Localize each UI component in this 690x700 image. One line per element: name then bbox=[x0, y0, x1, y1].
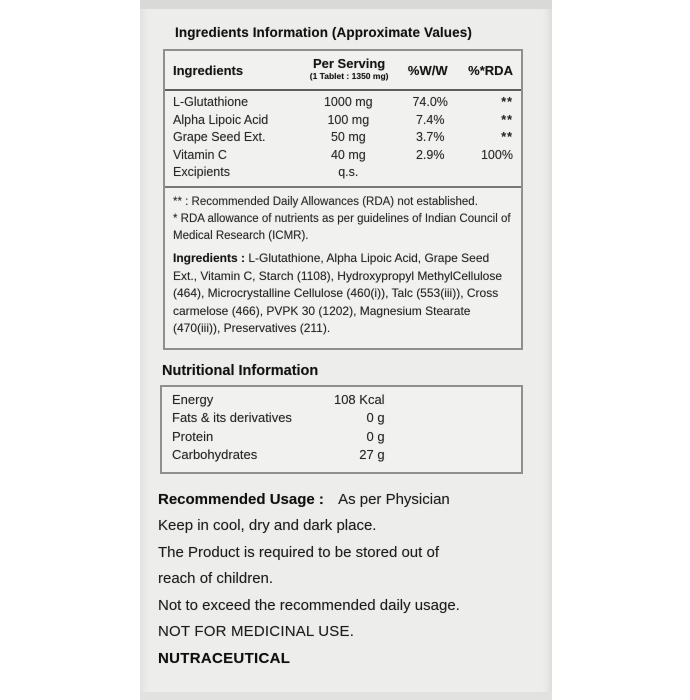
row-rda: 100% bbox=[480, 147, 513, 162]
nutrient-value: 108 Kcal bbox=[333, 391, 385, 407]
row-rda: ** bbox=[501, 130, 513, 144]
storage-line-2: The Product is required to be stored out of bbox=[158, 543, 439, 561]
nutrient-name: Carbohydrates bbox=[172, 447, 258, 462]
row-ww: 74.0% bbox=[412, 95, 448, 109]
rda-footnotes bbox=[165, 186, 521, 245]
row-name: Excipients bbox=[173, 165, 230, 179]
recommended-usage-line bbox=[158, 487, 548, 514]
nutraceutical-label: NUTRACEUTICAL bbox=[158, 649, 291, 667]
row-amount: 40 mg bbox=[330, 147, 366, 162]
nutrition-row bbox=[162, 391, 521, 410]
ingredients-info-title: Ingredients Information (Approximate Values) bbox=[175, 25, 472, 40]
nutrition-title: Nutritional Information bbox=[162, 362, 319, 379]
row-ww: 2.9% bbox=[415, 147, 445, 162]
nutrient-value: 0 g bbox=[366, 428, 385, 444]
header-per-serving-sub: (1 Tablet : 1350 mg) bbox=[309, 71, 389, 81]
nutrient-value: 0 g bbox=[366, 410, 385, 425]
ingredients-list-text: L-Glutathione, Alpha Lipoic Acid, Grape Seed Ext., Vitamin C, Starch (1108), Hydroxypropyl MethylCellulose (464), Microcrystalline Cellulose (460(i)), Talc (553(iii)), Cross carmelose (466), PVPK 30 (1202), Magnesium Stearate (470(iii)), Preservatives (211). bbox=[173, 251, 503, 335]
row-ww: 3.7% bbox=[415, 130, 445, 144]
not-for-medicinal-use: NOT FOR MEDICINAL USE. bbox=[158, 623, 355, 640]
table-row bbox=[165, 112, 521, 130]
header-per-serving-main: Per Serving bbox=[312, 56, 386, 71]
ingredients-list-label: Ingredients : bbox=[173, 251, 246, 265]
header-per-serving bbox=[303, 58, 395, 82]
recommended-usage-value: As per Physician bbox=[338, 490, 450, 508]
row-name: Grape Seed Ext. bbox=[173, 130, 266, 144]
table-row bbox=[165, 164, 521, 182]
nutrition-row bbox=[162, 409, 521, 428]
row-amount: 100 mg bbox=[327, 112, 370, 127]
header-ww: %W/W bbox=[407, 62, 448, 78]
row-ww: 7.4% bbox=[415, 112, 445, 127]
spacer bbox=[385, 391, 521, 410]
daily-usage-warning: Not to exceed the recommended daily usage. bbox=[158, 596, 460, 614]
nutrition-row bbox=[162, 428, 521, 447]
spacer bbox=[385, 428, 521, 447]
header-ingredients: Ingredients bbox=[173, 62, 244, 78]
ingredients-table bbox=[163, 49, 523, 350]
nutrient-name: Energy bbox=[172, 391, 214, 407]
spacer bbox=[385, 409, 521, 428]
row-rda: ** bbox=[501, 112, 513, 127]
header-rda: %*RDA bbox=[468, 62, 513, 78]
row-name: Alpha Lipoic Acid bbox=[173, 112, 269, 127]
nutrient-name: Protein bbox=[172, 428, 214, 444]
footnote-rda-icmr: * RDA allowance of nutrients as per guidelines of Indian Council of Medical Research (ICMR). bbox=[173, 213, 511, 242]
usage-section bbox=[158, 487, 548, 673]
label-bottom-edge bbox=[140, 692, 552, 700]
footnote-rda-not-established: ** : Recommended Daily Allowances (RDA) not established. bbox=[173, 195, 478, 208]
nutrition-row bbox=[162, 446, 521, 465]
table-row bbox=[165, 94, 521, 112]
row-amount: q.s. bbox=[338, 165, 359, 179]
ingredients-table-body bbox=[165, 91, 521, 186]
row-ww bbox=[396, 164, 464, 182]
row-rda: ** bbox=[501, 95, 513, 109]
table-row bbox=[165, 129, 521, 147]
row-name: Vitamin C bbox=[173, 147, 227, 162]
recommended-usage-label: Recommended Usage : bbox=[158, 490, 324, 508]
storage-line-3: reach of children. bbox=[158, 570, 274, 587]
row-name: L-Glutathione bbox=[173, 95, 249, 109]
spacer bbox=[385, 446, 521, 465]
nutrition-table bbox=[160, 385, 523, 474]
row-rda bbox=[464, 164, 521, 182]
ingredients-table-header bbox=[165, 51, 521, 91]
product-label bbox=[140, 0, 552, 700]
storage-line-1: Keep in cool, dry and dark place. bbox=[158, 517, 377, 534]
row-amount: 1000 mg bbox=[323, 95, 373, 109]
table-row bbox=[165, 147, 521, 165]
label-top-edge bbox=[140, 0, 552, 9]
nutrient-value: 27 g bbox=[359, 447, 385, 462]
nutrient-name: Fats & its derivatives bbox=[172, 410, 292, 425]
ingredients-list-paragraph bbox=[165, 245, 521, 348]
row-amount: 50 mg bbox=[330, 130, 366, 144]
